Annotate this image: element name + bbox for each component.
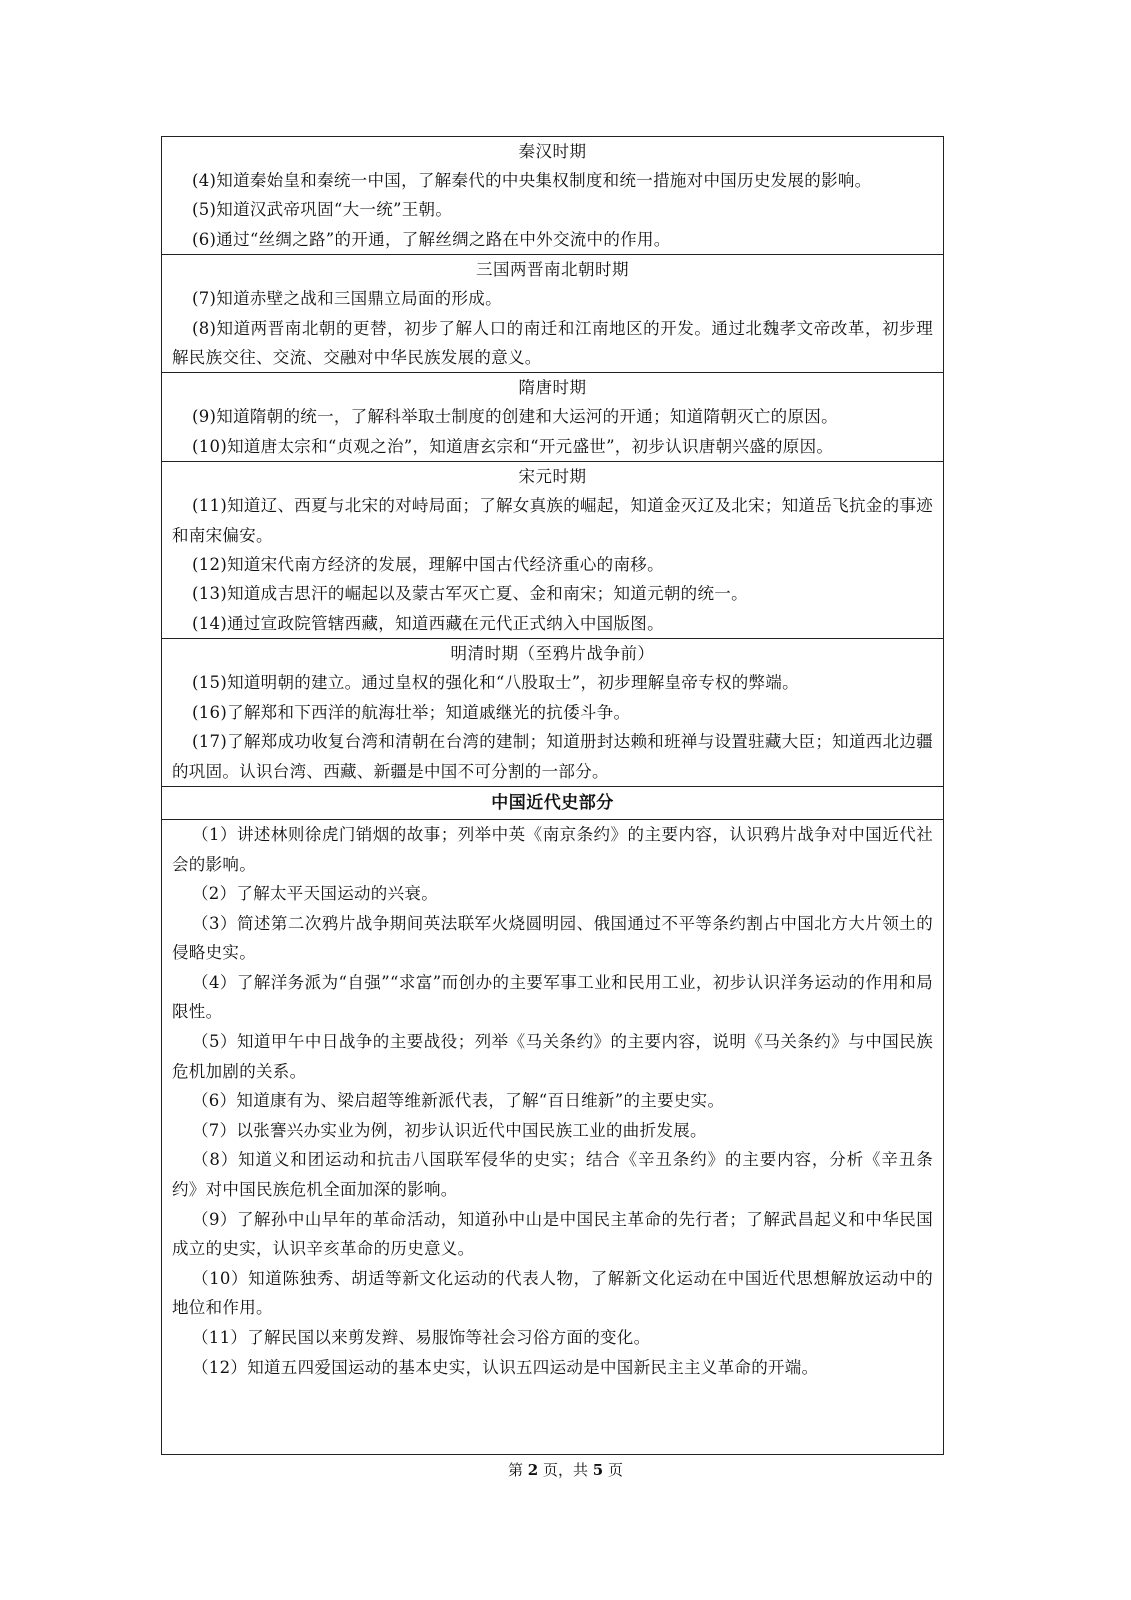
list-item: （10）知道陈独秀、胡适等新文化运动的代表人物，了解新文化运动在中国近代思想解放运动中的地位和作用。	[172, 1268, 933, 1318]
section-sui-tang	[162, 373, 943, 462]
list-item: （5）知道甲午中日战争的主要战役；列举《马关条约》的主要内容，说明《马关条约》与中国民族危机加剧的关系。	[172, 1032, 933, 1081]
section-modern-history	[162, 787, 943, 1382]
list-item: (5)知道汉武帝巩固“大一统”王朝。	[192, 200, 453, 220]
total-pages: 5	[592, 1461, 604, 1479]
list-item: (10)知道唐太宗和“贞观之治”，知道唐玄宗和“开元盛世”，初步认识唐朝兴盛的原因。	[192, 436, 834, 456]
list-item: (14)通过宣政院管辖西藏，知道西藏在元代正式纳入中国版图。	[192, 613, 664, 633]
list-item: （11）了解民国以来剪发辫、易服饰等社会习俗方面的变化。	[192, 1328, 651, 1347]
section-title: 三国两晋南北朝时期	[476, 260, 629, 280]
list-item: （1）讲述林则徐虎门销烟的故事；列举中英《南京条约》的主要内容，认识鸦片战争对中国近代社会的影响。	[172, 824, 933, 874]
footer-suffix: 页	[603, 1461, 623, 1479]
list-item: (7)知道赤壁之战和三国鼎立局面的形成。	[192, 289, 502, 309]
list-item: （12）知道五四爱国运动的基本史实，认识五四运动是中国新民主主义革命的开端。	[192, 1357, 819, 1377]
list-item: （8）知道义和团运动和抗击八国联军侵华的史实；结合《辛丑条约》的主要内容，分析《辛丑条约》对中国民族危机全面加深的影响。	[172, 1150, 933, 1200]
section-title: 隋唐时期	[518, 378, 587, 398]
section-qin-han	[162, 137, 943, 255]
list-item: （2）了解太平天国运动的兴衰。	[192, 884, 438, 904]
section-title: 宋元时期	[518, 467, 587, 487]
section-three-kingdoms	[162, 255, 943, 373]
list-item: (4)知道秦始皇和秦统一中国，了解秦代的中央集权制度和统一措施对中国历史发展的影响。	[192, 171, 872, 190]
list-item: （3）简述第二次鸦片战争期间英法联军火烧圆明园、俄国通过不平等条约割占中国北方大片领土的侵略史实。	[172, 913, 933, 963]
list-item: (11)知道辽、西夏与北宋的对峙局面；了解女真族的崛起，知道金灭辽及北宋；知道岳飞抗金的事迹和南宋偏安。	[172, 496, 933, 545]
footer-middle: 页，共	[538, 1461, 593, 1479]
list-item: (6)通过“丝绸之路”的开通，了解丝绸之路在中外交流中的作用。	[192, 229, 671, 249]
list-item: （7）以张謇兴办实业为例，初步认识近代中国民族工业的曲折发展。	[192, 1120, 707, 1140]
list-item: (13)知道成吉思汗的崛起以及蒙古军灭亡夏、金和南宋；知道元朝的统一。	[192, 584, 748, 604]
list-item: (12)知道宋代南方经济的发展，理解中国古代经济重心的南移。	[192, 555, 664, 575]
list-item: (8)知道两晋南北朝的更替，初步了解人口的南迁和江南地区的开发。通过北魏孝文帝改革，初步理解民族交往、交流、交融对中华民族发展的意义。	[172, 318, 933, 368]
section-song-yuan	[162, 462, 943, 639]
section-title: 中国近代史部分	[162, 787, 943, 820]
list-item: (15)知道明朝的建立。通过皇权的强化和“八股取士”，初步理解皇帝专权的弊端。	[192, 673, 799, 693]
list-item: （6）知道康有为、梁启超等维新派代表，了解“百日维新”的主要史实。	[192, 1091, 725, 1111]
page-number: 2	[527, 1461, 539, 1479]
list-item: (9)知道隋朝的统一，了解科举取士制度的创建和大运河的开通；知道隋朝灭亡的原因。	[192, 407, 838, 427]
footer-prefix: 第	[508, 1461, 528, 1479]
page-footer	[0, 1459, 1131, 1480]
section-title: 明清时期（至鸦片战争前）	[450, 644, 655, 664]
list-item: (16)了解郑和下西洋的航海壮举；知道戚继光的抗倭斗争。	[192, 702, 631, 722]
curriculum-table	[161, 136, 944, 1455]
list-item: （9）了解孙中山早年的革命活动，知道孙中山是中国民主革命的先行者；了解武昌起义和中华民国成立的史实，认识辛亥革命的历史意义。	[172, 1209, 933, 1259]
list-item: (17)了解郑成功收复台湾和清朝在台湾的建制；知道册封达赖和班禅与设置驻藏大臣；知道西北边疆的巩固。认识台湾、西藏、新疆是中国不可分割的一部分。	[172, 732, 933, 781]
list-item: （4）了解洋务派为“自强”“求富”而创办的主要军事工业和民用工业，初步认识洋务运动的作用和局限性。	[172, 972, 933, 1022]
section-ming-qing	[162, 639, 943, 787]
section-title: 秦汉时期	[518, 142, 587, 161]
